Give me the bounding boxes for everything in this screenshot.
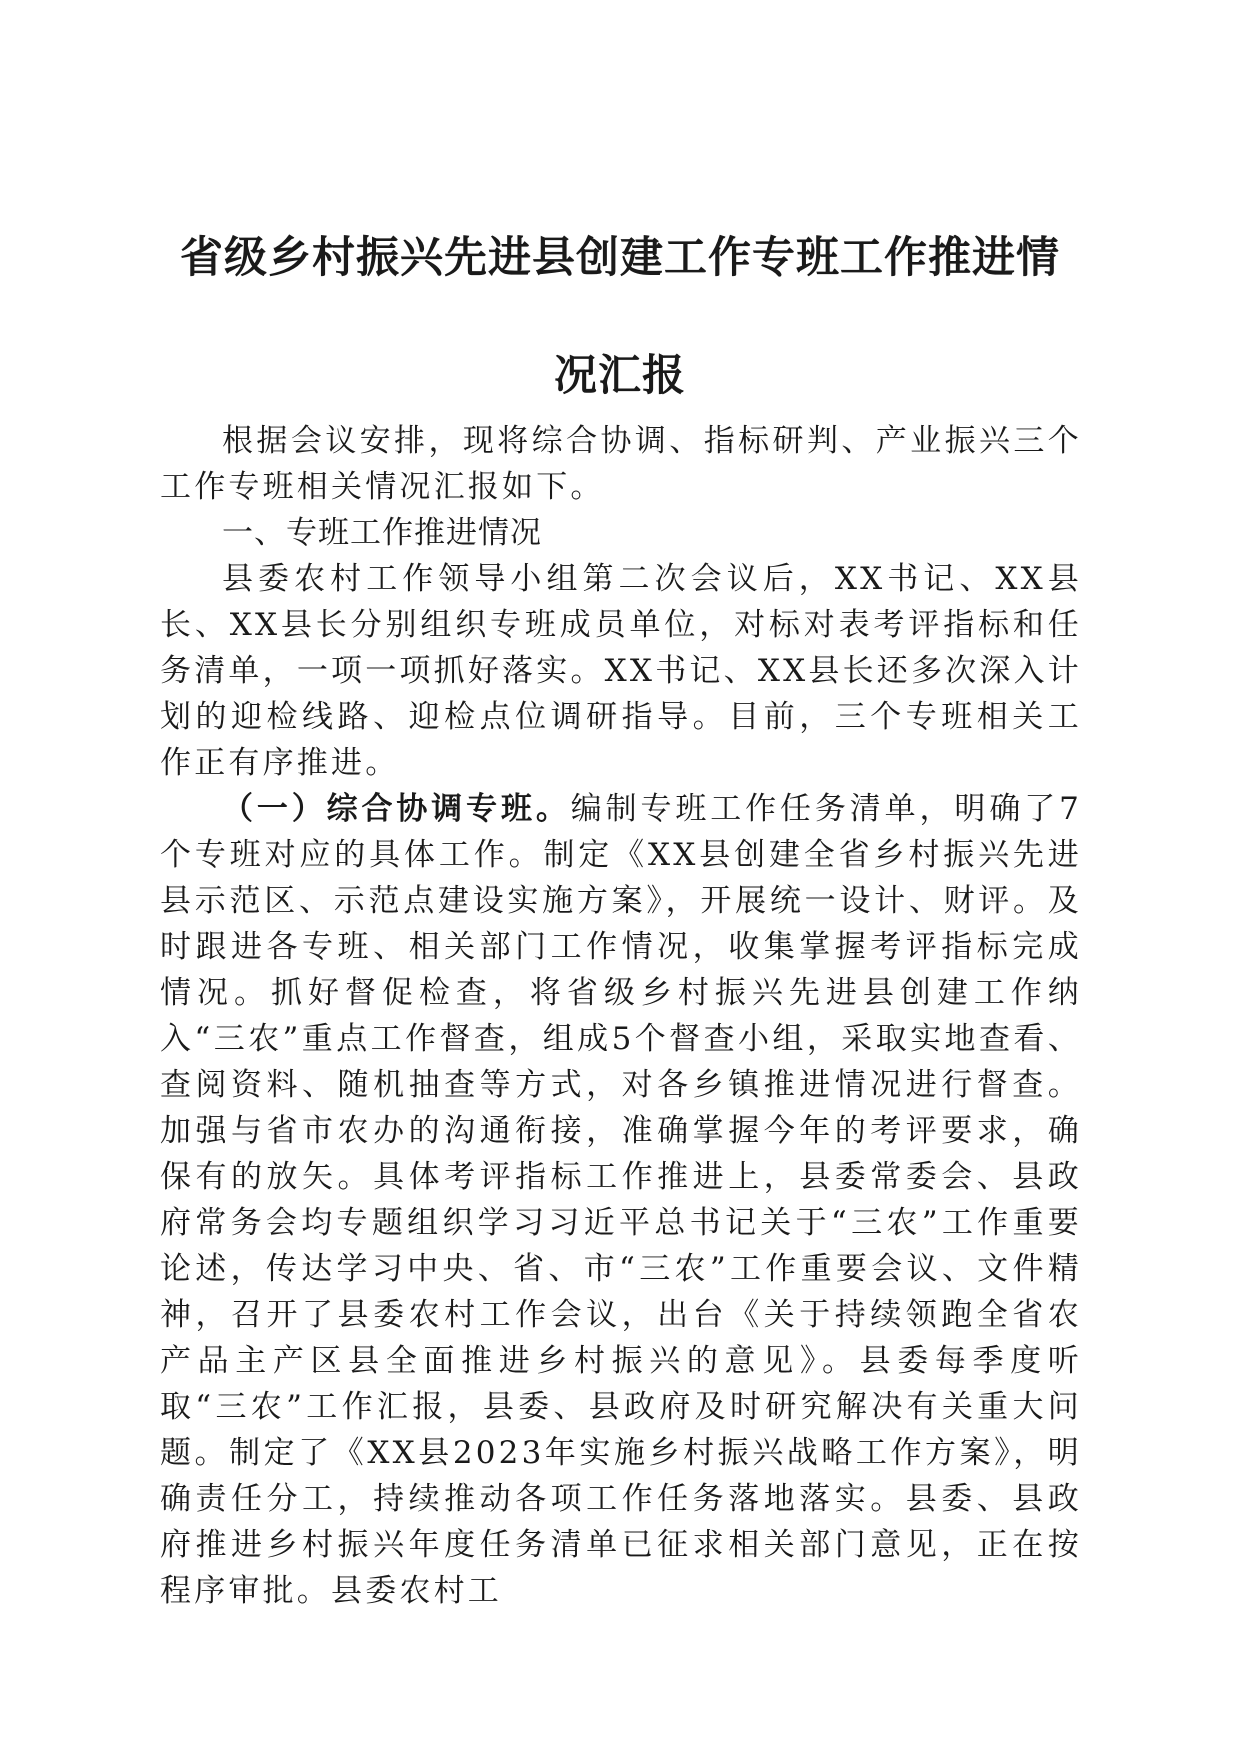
- section-paragraph: [160, 556, 1082, 786]
- subsection-lead: （一）综合协调专班。: [222, 791, 571, 827]
- document-body: [160, 418, 1082, 1614]
- document-title-line-2: 况汇报: [554, 351, 686, 401]
- subsection-paragraph: [160, 786, 1082, 1614]
- section-heading: 一、专班工作推进情况: [222, 515, 542, 551]
- subsection-text: 编制专班工作任务清单，明确了7个专班对应的具体工作。制定《XX县创建全省乡村振兴先进县示范区、示范点建设实施方案》，开展统一设计、财评。及时跟进各专班、相关部门工作情况，收集掌握考评指标完成情况。抓好督促检查，将省级乡村振兴先进县创建工作纳入“三农”重点工作督查，组成5个督查小组，采取实地查看、查阅资料、随机抽查等方式，对各乡镇推进情况进行督查。加强与省市农办的沟通衔接，准确掌握今年的考评要求，确保有的放矢。具体考评指标工作推进上，县委常委会、县政府常务会均专题组织学习习近平总书记关于“三农”工作重要论述，传达学习中央、省、市“三农”工作重要会议、文件精神，召开了县委农村工作会议，出台《关于持续领跑全省农产品主产区县全面推进乡村振兴的意见》。县委每季度听取“三农”工作汇报，县委、县政府及时研究解决有关重大问题。制定了《XX县2023年实施乡村振兴战略工作方案》，明确责任分工，持续推动各项工作任务落地落实。县委、县政府推进乡村振兴年度任务清单已征求相关部门意见，正在按程序审批。县委农村工: [160, 791, 1082, 1609]
- intro-paragraph: 根据会议安排，现将综合协调、指标研判、产业振兴三个工作专班相关情况汇报如下。: [160, 423, 1082, 505]
- section-paragraph-text: 县委农村工作领导小组第二次会议后，XX书记、XX县长、XX县长分别组织专班成员单位，对标对表考评指标和任务清单，一项一项抓好落实。XX书记、XX县长还多次深入计划的迎检线路、迎检点位调研指导。目前，三个专班相关工作正有序推进。: [160, 561, 1082, 781]
- document-title-line-1: 省级乡村振兴先进县创建工作专班工作推进情: [180, 233, 1060, 283]
